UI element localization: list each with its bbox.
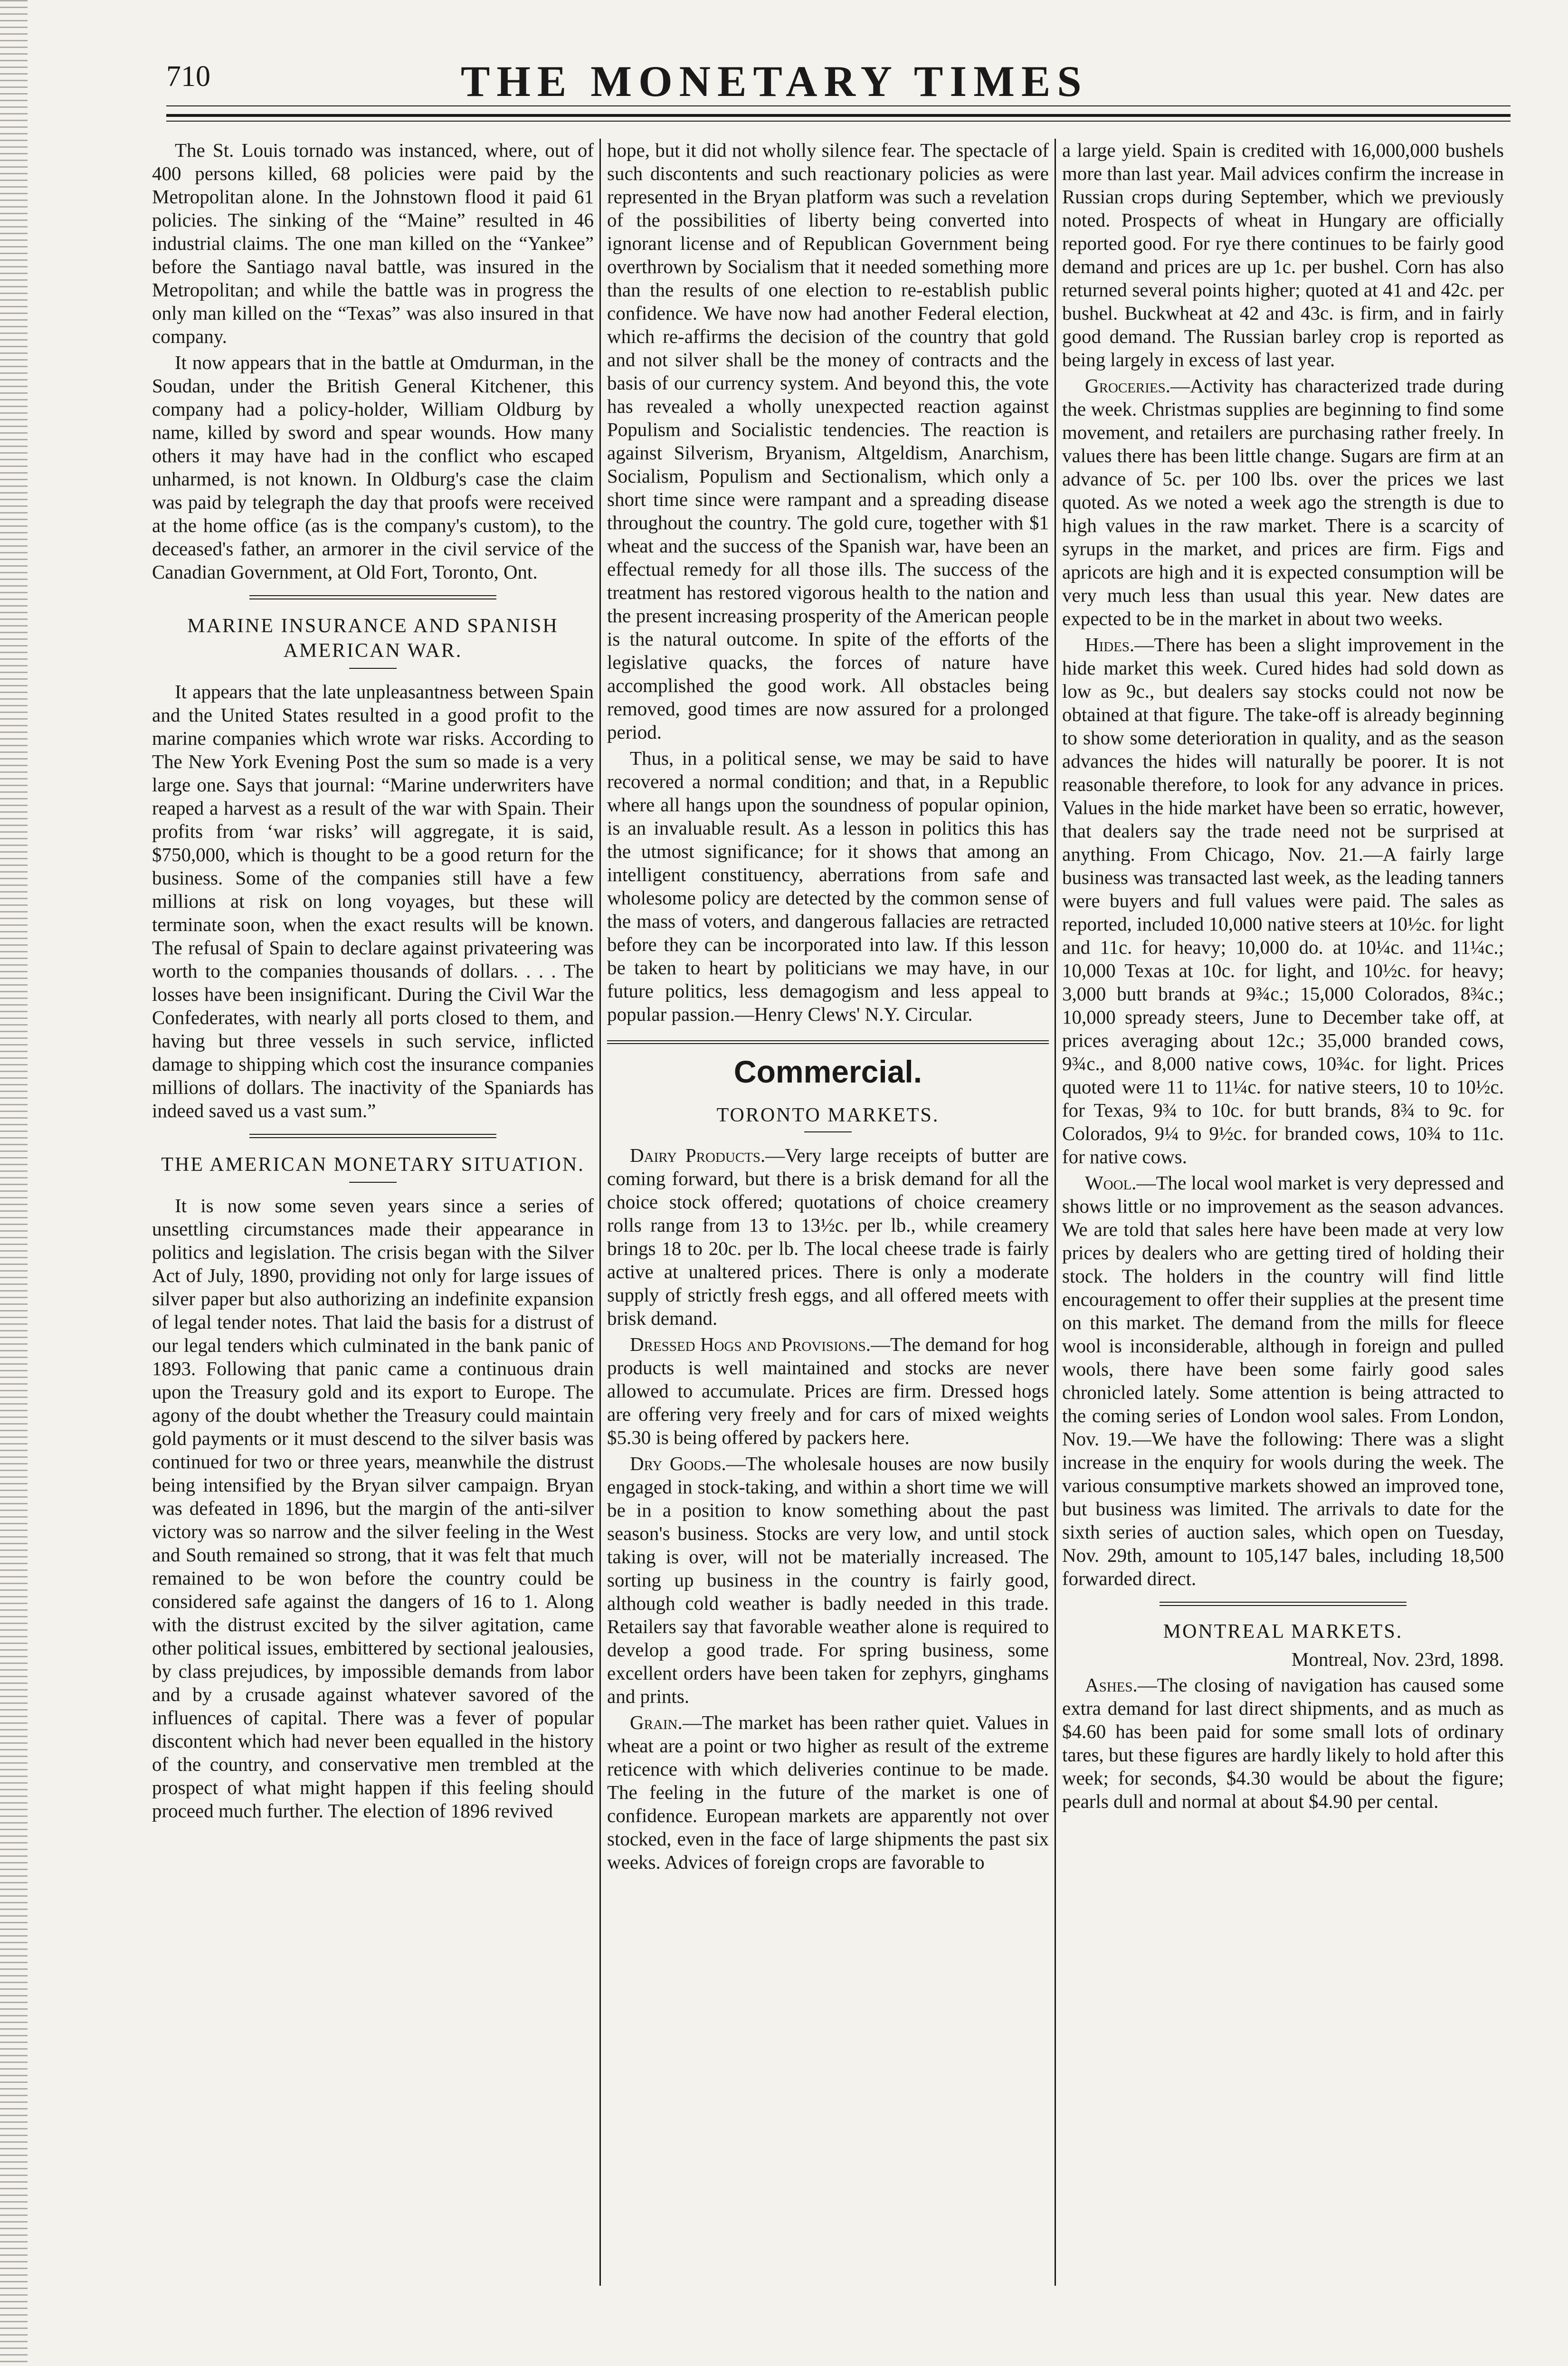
market-paragraph-wool (1062, 1171, 1504, 1590)
market-paragraph-dairy (607, 1144, 1049, 1330)
subsection-heading-montreal: MONTREAL MARKETS. (1163, 1621, 1403, 1643)
market-keyword: Dry Goods. (630, 1453, 726, 1474)
market-paragraph-hogs (607, 1333, 1049, 1449)
article-paragraph: It appears that the late unpleasantness between Spain and the United States resulted in a good profit to the marine companies which wrote war risks. According to The New York Evening Post the sum so made is a very large one. Says that journal: “Marine underwriters have reaped a harvest as a result of the war with Spain. Their profits from ‘war risks’ will aggregate, it is said, $750,000, which is thought to be a good return for the business. Some of the companies still have a few millions at risk on long voyages, but these will terminate soon, when the exact results will be known. The refusal of Spain to declare against privateering was worth to the companies thousands of dollars. . . . The losses have been insignificant. During the Civil War the Confederates, with nearly all ports closed to them, and having but three vessels in such service, inflicted damage to shipping which cost the insurance companies millions of dollars. The inactivity of the Spaniards has indeed saved us a vast sum.” (152, 681, 594, 1121)
market-paragraph-grain (607, 1711, 1049, 1874)
market-keyword: Grain. (630, 1711, 683, 1733)
masthead-title: THE MONETARY TIMES (461, 57, 1088, 105)
page-binding-edge (0, 0, 28, 2366)
heading-underline (349, 668, 397, 669)
column-divider-1 (599, 139, 601, 2286)
page-header (166, 56, 1534, 108)
subsection-heading-toronto: TORONTO MARKETS. (716, 1104, 940, 1126)
article-heading-marine: MARINE INSURANCE AND SPANISH AMERICAN WAR. (187, 615, 559, 662)
market-text: —There has been a slight improvement in the hide market this week. Cured hides had sold down as low as 9c., but dealers say stocks could not now be obtained at that figure. The take-off is already beginning to show some deterioration in quality, and as the season advances the hides will naturally be poorer. It is not reasonable therefore, to look for any advance in prices. Values in the hide market have been so erratic, however, that dealers say the trade need not be surprised at anything. From Chicago, Nov. 21.—A fairly large business was transacted last week, as the leading tanners were buyers and full values were paid. The sales as reported, included 10,000 native steers at 10½c. for light and 11c. for heavy; 10,000 do. at 10¼c. and 11¼c.; 10,000 Texas at 10c. for light, and 10½c. for heavy; 3,000 butt brands at 9¾c.; 15,000 Colorados, 8¾c.; 10,000 spready steers, June to December take off, at prices averaging about 12c.; 35,000 branded cows, 9¾c., and 8,000 native cows, 10¾c. for light. Prices quoted were 11 to 11¼c. for native steers, 10 to 10½c. for Texas, 9¾ to 10c. for butt brands, 8¾ to 9c. for Colorados, 9¼ to 9½c. for branded cows, 10¾ to 11c. for native cows. (1062, 634, 1504, 1168)
market-keyword: Wool. (1085, 1172, 1137, 1194)
market-paragraph-hides (1062, 633, 1504, 1169)
article-paragraph: The St. Louis tornado was instanced, where, out of 400 persons killed, 68 policies were paid by the Metropolitan alone. In the Johnstown flood it paid 61 policies. The sinking of the “Maine” resulted in 46 industrial claims. The one man killed on the “Yankee” before the Santiago naval battle, was insured in the Metropolitan; and while the battle was in progress the only man killed on the “Texas” was also insured in that company. (152, 139, 594, 347)
column-divider-2 (1055, 139, 1056, 2286)
market-keyword: Ashes. (1085, 1674, 1138, 1696)
heading-underline (804, 1131, 852, 1132)
article-paragraph: hope, but it did not wholly silence fear. The spectacle of such discontents and such reactionary policies as were represented in the Bryan platform was such a revelation of the possibilities of liberty being converted into ignorant license and of Republican Government being overthrown by Socialism that it needed something more than the results of one election to re-establish public confidence. We have now had another Federal election, which re-affirms the decision of the country that gold and not silver shall be the money of contracts and the basis of our currency system. And beyond this, the vote has revealed a wholly unexpected reaction against Populism and Socialistic tendencies. The reaction is against Silverism, Bryanism, Altgeldism, Anarchism, Socialism, Populism and Sectionalism, which only a short time since were rampant and a spreading disease throughout the country. The gold cure, together with $1 wheat and the success of the Spanish war, have been an effectual remedy for all those ills. The success of the treatment has restored vigorous health to the nation and the present increasing prosperity of the American people is the natural outcome. In spite of the efforts of the legislative quacks, the forces of nature have accomplished the good work. All obstacles being removed, good times are now assured for a prolonged period. (607, 139, 1049, 743)
header-rule-bottom (166, 121, 1511, 122)
market-keyword: Dairy Products. (630, 1144, 766, 1166)
market-keyword: Dressed Hogs and Provisions. (630, 1333, 871, 1355)
market-text: —The demand for hog products is well maintained and stocks are never allowed to accumulate. Prices are firm. Dressed hogs are offering very freely and for cars of mixed weights $5.30 is being offered by packers here. (607, 1333, 1049, 1448)
section-rule (607, 1040, 1049, 1044)
market-keyword: Groceries. (1085, 375, 1171, 397)
article-paragraph: It now appears that in the battle at Omdurman, in the Soudan, under the British General Kitchener, this company had a policy-holder, William Oldburg by name, killed by sword and spear wounds. How many others it may have had in the conflict who escaped unharmed, is not known. In Oldburg's case the claim was paid by telegraph the day that proofs were received at the home office (as is the company's custom), to the deceased's father, an armorer in the civil service of the Canadian Government, at Old Fort, Toronto, Ont. (152, 352, 594, 583)
market-paragraph-dry-goods (607, 1452, 1049, 1708)
article-separator (249, 1134, 496, 1138)
dateline: Montreal, Nov. 23rd, 1898. (1291, 1648, 1504, 1670)
article-separator (249, 595, 496, 599)
market-keyword: Hides. (1085, 634, 1135, 656)
market-text: —The closing of navigation has caused some extra demand for last direct shipments, and as much as $4.60 has been paid for some small lots of ordinary tares, but these figures are hardly likely to hold after this week; for seconds, $4.30 would be about the figure; pearls dull and normal at about $4.90 per cental. (1062, 1674, 1504, 1812)
market-paragraph-grain-cont: a large yield. Spain is credited with 16,000,000 bushels more than last year. Mail advices confirm the increase in Russian crops during September, which we previously noted. Prospects of wheat in Hungary are officially reported good. For rye there continues to be fairly good demand and prices are up 1c. per bushel. Corn has also returned several points higher; quoted at 41 and 42c. per bushel. Buckwheat at 42 and 43c. is firm, and in fairly good demand. The Russian barley crop is reported as being largely in excess of last year. (1062, 139, 1504, 371)
market-text: —Very large receipts of butter are coming forward, but there is a brisk demand for all the choice stock offered; quotations of choice creamery rolls range from 13 to 13½c. per lb., while creamery brings 18 to 20c. per lb. The local cheese trade is fairly active at unaltered prices. There is only a moderate supply of strictly fresh eggs, and all offered meets with brisk demand. (607, 1144, 1049, 1329)
column-2 (607, 139, 1049, 2324)
article-paragraph: Thus, in a political sense, we may be said to have recovered a normal condition; and that, in a Republic where all hangs upon the soundness of popular opinion, is an invaluable result. As a lesson in politics this has the utmost significance; for it shows that among an intelligent constituency, aberrations from safe and wholesome policy are detected by the common sense of the mass of voters, and dangerous fallacies are retracted before they can be incorporated into law. If this lesson be taken to heart by politicians we may have, in our future politics, less demagogism and less appeal to popular passion.—Henry Clews' N.Y. Circular. (607, 747, 1049, 1025)
header-rule-top (166, 105, 1511, 106)
article-heading-american: THE AMERICAN MONETARY SITUATION. (161, 1154, 585, 1176)
market-text: —The market has been rather quiet. Values in wheat are a point or two higher as result of the extreme reticence with which deliveries continue to be made. The feeling in the future of the market is one of confidence. European markets are apparently not over stocked, even in the face of large shipments the past six weeks. Advices of foreign crops are favorable to (607, 1711, 1049, 1873)
header-rule-thick (166, 114, 1511, 117)
column-3 (1062, 139, 1504, 2324)
market-text: —Activity has characterized trade during the week. Christmas supplies are beginning to find some movement, and retailers are purchasing rather freely. In values there has been little change. Sugars are firm at an advance of 5c. per 100 lbs. over the prices we last quoted. As we noted a week ago the strength is due to high values in the raw market. There is a scarcity of syrups in the market, and prices are firm. Figs and apricots are high and it is expected consumption will be very much less than usual this year. New dates are expected to be in the market in about two weeks. (1062, 375, 1504, 629)
market-text: —The wholesale houses are now busily engaged in stock-taking, and within a short time we will be in a position to know something about the past season's business. Stocks are very low, and until stock taking is over, will not be materially increased. The sorting up business in the country is fairly good, although cold weather is badly needed in this trade. Retailers say that favorable weather alone is required to develop a good trade. For spring business, some excellent orders have been taken for zephyrs, ginghams and prints. (607, 1453, 1049, 1707)
article-paragraph: It is now some seven years since a series of unsettling circumstances made their appearance in politics and legislation. The crisis began with the Silver Act of July, 1890, providing not only for large issues of silver paper but also authorizing an indefinite expansion of legal tender notes. That laid the basis for a distrust of our legal tenders which culminated in the bank panic of 1893. Following that panic came a continuous drain upon the Treasury gold and its export to Europe. The agony of the doubt whether the Treasury could maintain gold payments or it must descend to the silver basis was continued for two or three years, meanwhile the distrust being intensified by the Bryan silver campaign. Bryan was defeated in 1896, but the margin of the anti-silver victory was so narrow and the silver feeling in the West and South remained so strong, that it was felt that much remained to be won before the country could be considered safe against the dangers of 16 to 1. Along with the distrust excited by the silver agitation, came other political issues, embittered by sectional jealousies, by class prejudices, by impossible demands from labor and by a crusade against whatever savored of the influences of capital. There was a fever of popular discontent which had never been equalled in the history of the country, and conservative men trembled at the prospect of what might happen if this feeling should proceed much further. The election of 1896 revived (152, 1195, 594, 1822)
page-number: 710 (166, 60, 210, 93)
heading-underline (349, 1182, 397, 1183)
market-paragraph-ashes (1062, 1673, 1504, 1813)
column-1 (152, 139, 594, 2324)
section-heading-commercial: Commercial. (733, 1054, 922, 1089)
market-text: —The local wool market is very depressed and shows little or no improvement as the season advances. We are told that sales here have been made at very low prices by dealers who are getting tired of holding their stock. The holders in the country will find little encouragement to offer their supplies at the present time on this market. The demand from the mills for fleece wool is inconsiderable, although in foreign and pulled wools, there have been some fairly good sales chronicled lately. Some attention is being attracted to the coming series of London wool sales. From London, Nov. 19.—We have the following: There was a slight increase in the enquiry for wools during the week. The various consumptive markets showed an improved tone, but business was limited. The arrivals to date for the sixth series of auction sales, which open on Tuesday, Nov. 29th, amount to 105,147 bales, including 18,500 forwarded direct. (1062, 1172, 1504, 1589)
article-separator (1159, 1602, 1406, 1606)
market-paragraph-groceries (1062, 374, 1504, 630)
